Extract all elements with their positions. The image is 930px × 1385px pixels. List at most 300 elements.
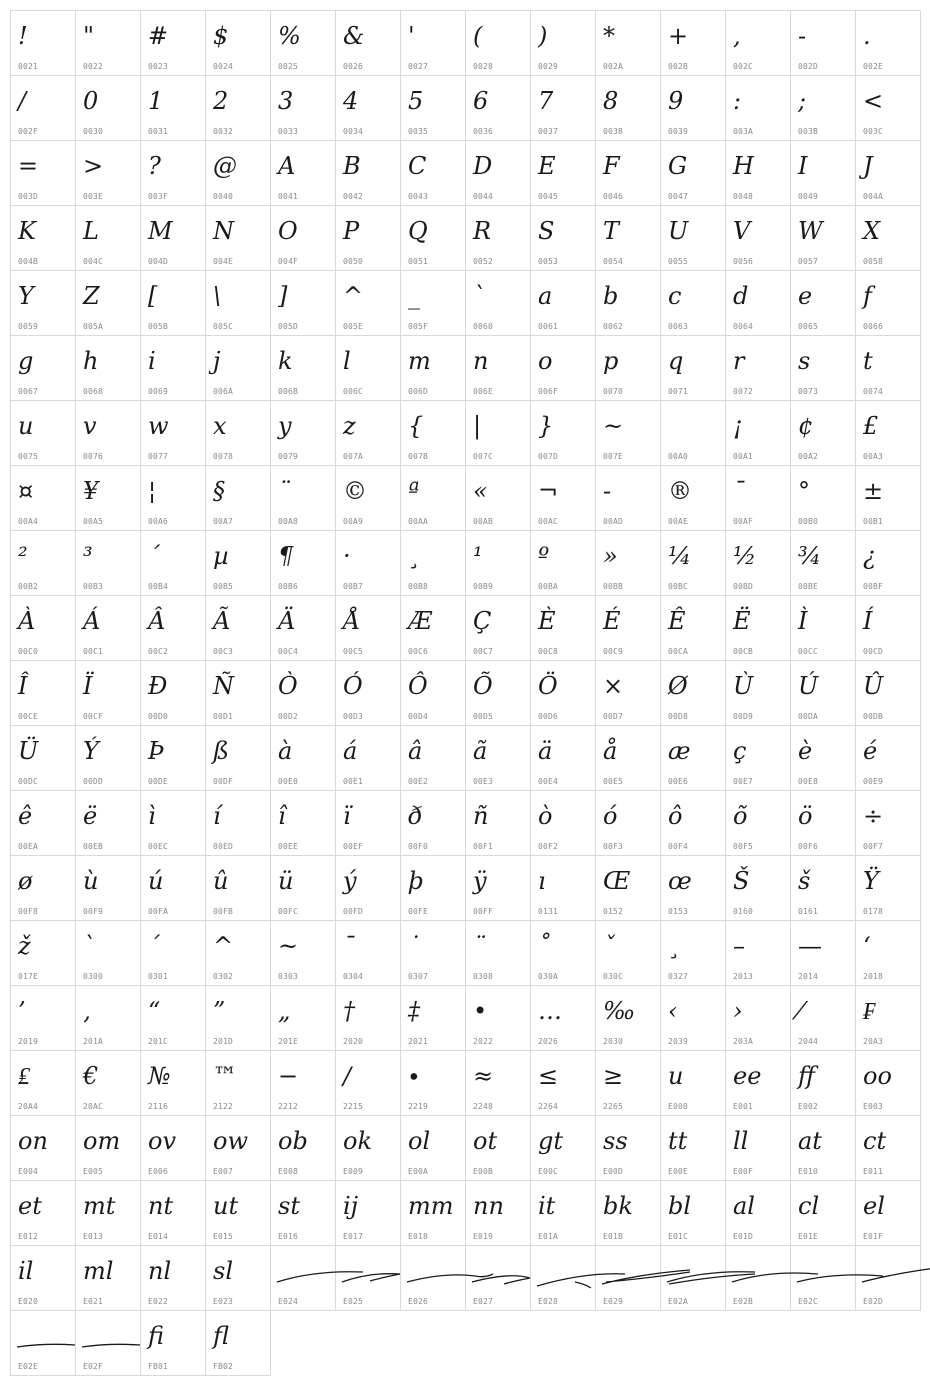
glyph-code: 0160 (733, 907, 754, 916)
glyph-cell (141, 336, 206, 401)
glyph-cell (596, 141, 661, 206)
glyph-sample: } (538, 412, 554, 440)
glyph-sample: c (668, 282, 682, 310)
glyph-cell (661, 271, 726, 336)
glyph-cell (466, 596, 531, 661)
glyph-code: 00EF (343, 842, 364, 851)
glyph-cell (11, 466, 76, 531)
glyph-cell (76, 1246, 141, 1311)
glyph-cell (531, 11, 596, 76)
glyph-cell (336, 1246, 401, 1311)
glyph-sample: = (18, 152, 39, 180)
glyph-code: 00CA (668, 647, 689, 656)
glyph-sample: 2 (213, 87, 229, 115)
glyph-cell (206, 726, 271, 791)
glyph-code: 002E (863, 62, 884, 71)
glyph-code: 005E (343, 322, 364, 331)
glyph-code: 0040 (213, 192, 234, 201)
glyph-cell (856, 1181, 921, 1246)
glyph-cell (336, 1181, 401, 1246)
glyph-code: 004D (148, 257, 169, 266)
glyph-code: 003A (733, 127, 754, 136)
glyph-code: 00B2 (18, 582, 39, 591)
glyph-code: 0025 (278, 62, 299, 71)
glyph-cell (336, 466, 401, 531)
glyph-cell (76, 76, 141, 141)
glyph-cell (791, 1116, 856, 1181)
glyph-sample: mm (408, 1192, 454, 1220)
glyph-sample: 3 (278, 87, 294, 115)
glyph-sample: nt (148, 1192, 174, 1220)
glyph-code: 002F (18, 127, 39, 136)
glyph-sample: st (278, 1192, 300, 1220)
glyph-sample: ‹ (668, 997, 678, 1025)
glyph-sample: e (798, 282, 813, 310)
glyph-sample: Ä (278, 607, 296, 635)
glyph-sample: cl (798, 1192, 820, 1220)
glyph-sample: ee (733, 1062, 762, 1090)
glyph-cell (466, 986, 531, 1051)
glyph-cell (141, 1181, 206, 1246)
glyph-code: 030A (538, 972, 559, 981)
glyph-sample: ( (473, 22, 483, 50)
glyph-cell (856, 1051, 921, 1116)
glyph-sample: 5 (408, 87, 424, 115)
glyph-sample: Ï (83, 672, 93, 700)
glyph-sample: ´ (148, 542, 160, 570)
glyph-code: 00B7 (343, 582, 364, 591)
glyph-sample: nn (473, 1192, 504, 1220)
glyph-cell (11, 11, 76, 76)
glyph-sample: Â (148, 607, 166, 635)
glyph-sample: ol (408, 1127, 431, 1155)
glyph-sample: < (863, 87, 884, 115)
glyph-cell (661, 986, 726, 1051)
glyph-code: E00A (408, 1167, 429, 1176)
glyph-code: 00FB (213, 907, 234, 916)
glyph-grid (10, 10, 920, 1376)
glyph-code: E01C (668, 1232, 689, 1241)
glyph-cell (336, 726, 401, 791)
glyph-cell (271, 596, 336, 661)
glyph-code: E018 (408, 1232, 429, 1241)
glyph-sample: ˇ (603, 932, 615, 960)
glyph-cell (466, 141, 531, 206)
glyph-sample: _ (408, 282, 420, 310)
glyph-cell (271, 11, 336, 76)
glyph-cell (791, 596, 856, 661)
glyph-sample: ‚ (83, 997, 91, 1025)
glyph-cell (206, 531, 271, 596)
glyph-code: E006 (148, 1167, 169, 1176)
glyph-sample: ˚ (538, 932, 550, 960)
glyph-sample: on (18, 1127, 48, 1155)
glyph-cell (596, 1246, 661, 1311)
glyph-cell (401, 401, 466, 466)
glyph-sample: z (343, 412, 356, 440)
glyph-code: 0078 (213, 452, 234, 461)
glyph-cell (661, 856, 726, 921)
glyph-sample: w (148, 412, 169, 440)
glyph-code: 0049 (798, 192, 819, 201)
glyph-code: 00C0 (18, 647, 39, 656)
glyph-sample: K (18, 217, 36, 245)
glyph-sample: ½ (733, 542, 757, 570)
glyph-cell (791, 336, 856, 401)
glyph-cell (596, 336, 661, 401)
glyph-cell (206, 336, 271, 401)
glyph-cell (466, 791, 531, 856)
glyph-sample: ó (603, 802, 618, 830)
glyph-code: E02F (83, 1362, 104, 1371)
glyph-code: E02D (863, 1297, 884, 1306)
glyph-cell (141, 1051, 206, 1116)
glyph-cell (206, 401, 271, 466)
glyph-code: 00C4 (278, 647, 299, 656)
glyph-cell (531, 1181, 596, 1246)
glyph-sample: Y (18, 282, 34, 310)
glyph-sample: á (343, 737, 358, 765)
glyph-cell (726, 726, 791, 791)
glyph-sample: © (343, 477, 367, 505)
glyph-sample: § (213, 477, 225, 505)
glyph-sample: ≈ (473, 1062, 494, 1090)
glyph-code: 00E2 (408, 777, 429, 786)
glyph-code: 2014 (798, 972, 819, 981)
glyph-cell (336, 921, 401, 986)
glyph-code: 0065 (798, 322, 819, 331)
glyph-code: 002D (798, 62, 819, 71)
glyph-code: 00AE (668, 517, 689, 526)
glyph-code: 0077 (148, 452, 169, 461)
glyph-cell (661, 76, 726, 141)
glyph-cell (401, 76, 466, 141)
glyph-sample: ’ (18, 997, 26, 1025)
glyph-code: 2021 (408, 1037, 429, 1046)
glyph-code: 0068 (83, 387, 104, 396)
glyph-sample: Ý (83, 737, 99, 765)
glyph-cell (466, 1051, 531, 1116)
glyph-cell (336, 661, 401, 726)
glyph-code: 0307 (408, 972, 429, 981)
glyph-sample: ß (213, 737, 230, 765)
glyph-code: FB02 (213, 1362, 234, 1371)
glyph-code: 0029 (538, 62, 559, 71)
glyph-code: 00E6 (668, 777, 689, 786)
glyph-cell (271, 76, 336, 141)
glyph-sample: / (18, 87, 27, 115)
glyph-sample: – (733, 932, 745, 960)
glyph-code: E016 (278, 1232, 299, 1241)
glyph-sample: ≤ (538, 1062, 559, 1090)
glyph-cell (336, 401, 401, 466)
glyph-cell (271, 401, 336, 466)
glyph-sample: nl (148, 1257, 172, 1285)
glyph-code: E003 (863, 1102, 884, 1111)
glyph-code: 0039 (668, 127, 689, 136)
glyph-cell (726, 661, 791, 726)
glyph-cell (726, 986, 791, 1051)
glyph-sample: Ô (408, 672, 428, 700)
glyph-cell (726, 401, 791, 466)
glyph-code: E000 (668, 1102, 689, 1111)
glyph-sample: mt (83, 1192, 116, 1220)
glyph-cell (141, 206, 206, 271)
glyph-code: E02E (18, 1362, 39, 1371)
glyph-sample: ì (148, 802, 156, 830)
glyph-cell (596, 726, 661, 791)
glyph-sample: ok (343, 1127, 372, 1155)
glyph-code: 006C (343, 387, 364, 396)
glyph-cell (401, 986, 466, 1051)
glyph-code: 0060 (473, 322, 494, 331)
glyph-code: E011 (863, 1167, 884, 1176)
glyph-cell (401, 661, 466, 726)
glyph-cell (466, 401, 531, 466)
glyph-sample: a (538, 282, 553, 310)
glyph-sample: - (798, 22, 807, 50)
glyph-sample: Í (863, 607, 873, 635)
glyph-cell (206, 1311, 271, 1376)
glyph-code: 005C (213, 322, 234, 331)
glyph-cell (11, 1181, 76, 1246)
glyph-cell (596, 76, 661, 141)
glyph-sample: ⁄ (798, 997, 803, 1025)
glyph-cell (141, 726, 206, 791)
glyph-sample: p (603, 347, 619, 375)
glyph-cell (791, 1181, 856, 1246)
glyph-code: 00B5 (213, 582, 234, 591)
glyph-cell (271, 921, 336, 986)
glyph-cell (206, 921, 271, 986)
glyph-code: 00D9 (733, 712, 754, 721)
glyph-sample: º (538, 542, 550, 570)
glyph-sample: ¸ (408, 542, 420, 570)
glyph-code: 00DA (798, 712, 819, 721)
glyph-cell (856, 336, 921, 401)
glyph-code: 00BC (668, 582, 689, 591)
glyph-code: 0041 (278, 192, 299, 201)
glyph-sample: ct (863, 1127, 887, 1155)
glyph-cell (726, 76, 791, 141)
glyph-cell (791, 141, 856, 206)
glyph-cell (76, 596, 141, 661)
glyph-sample: ob (278, 1127, 308, 1155)
glyph-cell (726, 336, 791, 401)
glyph-cell (271, 1051, 336, 1116)
glyph-sample: il (18, 1257, 34, 1285)
glyph-code: 00F2 (538, 842, 559, 851)
glyph-code: 0035 (408, 127, 429, 136)
glyph-cell (141, 791, 206, 856)
glyph-sample: T (603, 217, 620, 245)
glyph-cell (141, 596, 206, 661)
glyph-cell (791, 1051, 856, 1116)
glyph-sample: ü (278, 867, 294, 895)
glyph-sample: N (213, 217, 234, 245)
glyph-sample: Ç (473, 607, 492, 635)
glyph-sample: Ø (668, 672, 688, 700)
glyph-sample: bl (668, 1192, 692, 1220)
glyph-sample: U (668, 217, 689, 245)
glyph-cell (726, 921, 791, 986)
glyph-cell (661, 921, 726, 986)
glyph-cell (661, 11, 726, 76)
glyph-code: 0034 (343, 127, 364, 136)
glyph-sample: G (668, 152, 688, 180)
glyph-sample: W (798, 217, 823, 245)
glyph-cell (726, 596, 791, 661)
glyph-cell (401, 206, 466, 271)
glyph-cell (466, 726, 531, 791)
glyph-code: 00A9 (343, 517, 364, 526)
glyph-cell (336, 986, 401, 1051)
glyph-cell (271, 1246, 336, 1311)
glyph-cell (726, 1051, 791, 1116)
glyph-code: E008 (278, 1167, 299, 1176)
glyph-cell (11, 661, 76, 726)
glyph-code: 00B0 (798, 517, 819, 526)
glyph-sample: Á (83, 607, 101, 635)
glyph-code: 00D0 (148, 712, 169, 721)
glyph-code: 0300 (83, 972, 104, 981)
glyph-code: 00A2 (798, 452, 819, 461)
glyph-cell (596, 1181, 661, 1246)
glyph-sample: S (538, 217, 555, 245)
glyph-sample: ¨ (278, 477, 290, 505)
glyph-sample: ´ (148, 932, 160, 960)
glyph-cell (271, 531, 336, 596)
glyph-cell (206, 596, 271, 661)
glyph-code: 0327 (668, 972, 689, 981)
glyph-code: 2248 (473, 1102, 494, 1111)
glyph-code: 2020 (343, 1037, 364, 1046)
glyph-sample: { (408, 412, 424, 440)
glyph-sample: & (343, 22, 365, 50)
glyph-code: 00DC (18, 777, 39, 786)
glyph-code: 030C (603, 972, 624, 981)
glyph-code: E024 (278, 1297, 299, 1306)
glyph-cell (661, 336, 726, 401)
glyph-cell (401, 1181, 466, 1246)
glyph-cell (76, 11, 141, 76)
glyph-sample: Ì (798, 607, 808, 635)
glyph-sample: µ (213, 542, 229, 570)
glyph-code: 2039 (668, 1037, 689, 1046)
glyph-cell (206, 11, 271, 76)
glyph-sample: … (538, 997, 562, 1025)
glyph-cell (336, 271, 401, 336)
glyph-code: 002A (603, 62, 624, 71)
glyph-sample: œ (668, 867, 692, 895)
glyph-sample: t (863, 347, 873, 375)
glyph-cell (531, 856, 596, 921)
glyph-cell (856, 661, 921, 726)
glyph-cell (856, 986, 921, 1051)
glyph-sample: æ (668, 737, 691, 765)
glyph-sample: ss (603, 1127, 628, 1155)
glyph-sample: Ÿ (863, 867, 879, 895)
glyph-cell (271, 466, 336, 531)
glyph-code: 00C8 (538, 647, 559, 656)
glyph-code: 00AD (603, 517, 624, 526)
glyph-code: 00B6 (278, 582, 299, 591)
glyph-code: 0047 (668, 192, 689, 201)
glyph-code: 201C (148, 1037, 169, 1046)
glyph-code: 00E1 (343, 777, 364, 786)
glyph-code: 00B9 (473, 582, 494, 591)
glyph-sample: ÿ (473, 867, 487, 895)
glyph-cell (401, 921, 466, 986)
glyph-sample: ij (343, 1192, 359, 1220)
glyph-cell (856, 11, 921, 76)
glyph-cell (11, 726, 76, 791)
glyph-cell (401, 336, 466, 401)
glyph-cell (596, 206, 661, 271)
glyph-cell (531, 206, 596, 271)
glyph-code: 00D5 (473, 712, 494, 721)
glyph-sample: oo (863, 1062, 892, 1090)
glyph-sample: ut (213, 1192, 239, 1220)
glyph-sample: i (148, 347, 156, 375)
glyph-sample: ã (473, 737, 488, 765)
glyph-code: 00D1 (213, 712, 234, 721)
glyph-code: 00E0 (278, 777, 299, 786)
glyph-cell (661, 141, 726, 206)
glyph-sample: ˙ (408, 932, 420, 960)
glyph-code: E02B (733, 1297, 754, 1306)
glyph-sample: ‘ (863, 932, 871, 960)
glyph-sample: Ü (18, 737, 39, 765)
glyph-sample: É (603, 607, 621, 635)
glyph-code: E023 (213, 1297, 234, 1306)
glyph-code: 2022 (473, 1037, 494, 1046)
glyph-sample: “ (148, 997, 161, 1025)
glyph-cell (466, 466, 531, 531)
glyph-sample: y (278, 412, 292, 440)
glyph-code: 00A8 (278, 517, 299, 526)
glyph-sample: Ê (668, 607, 686, 635)
glyph-sample: bk (603, 1192, 633, 1220)
glyph-cell (466, 856, 531, 921)
glyph-code: 00C1 (83, 647, 104, 656)
glyph-sample: ¯ (343, 932, 355, 960)
glyph-sample: at (798, 1127, 822, 1155)
glyph-sample: , (733, 22, 741, 50)
glyph-sample: B (343, 152, 361, 180)
glyph-sample: ` (473, 282, 485, 310)
glyph-sample: ll (733, 1127, 749, 1155)
glyph-code: E013 (83, 1232, 104, 1241)
glyph-sample: f (863, 282, 872, 310)
glyph-code: E002 (798, 1102, 819, 1111)
glyph-cell (206, 791, 271, 856)
glyph-cell (11, 336, 76, 401)
glyph-cell (661, 206, 726, 271)
glyph-cell (856, 921, 921, 986)
glyph-code: 00C9 (603, 647, 624, 656)
glyph-code: 003F (148, 192, 169, 201)
glyph-cell (271, 271, 336, 336)
glyph-code: 0030 (83, 127, 104, 136)
glyph-cell (856, 726, 921, 791)
glyph-sample: ¼ (668, 542, 692, 570)
glyph-cell (726, 206, 791, 271)
glyph-cell (76, 791, 141, 856)
glyph-cell (206, 141, 271, 206)
glyph-code: 0301 (148, 972, 169, 981)
glyph-sample: Œ (603, 867, 631, 895)
